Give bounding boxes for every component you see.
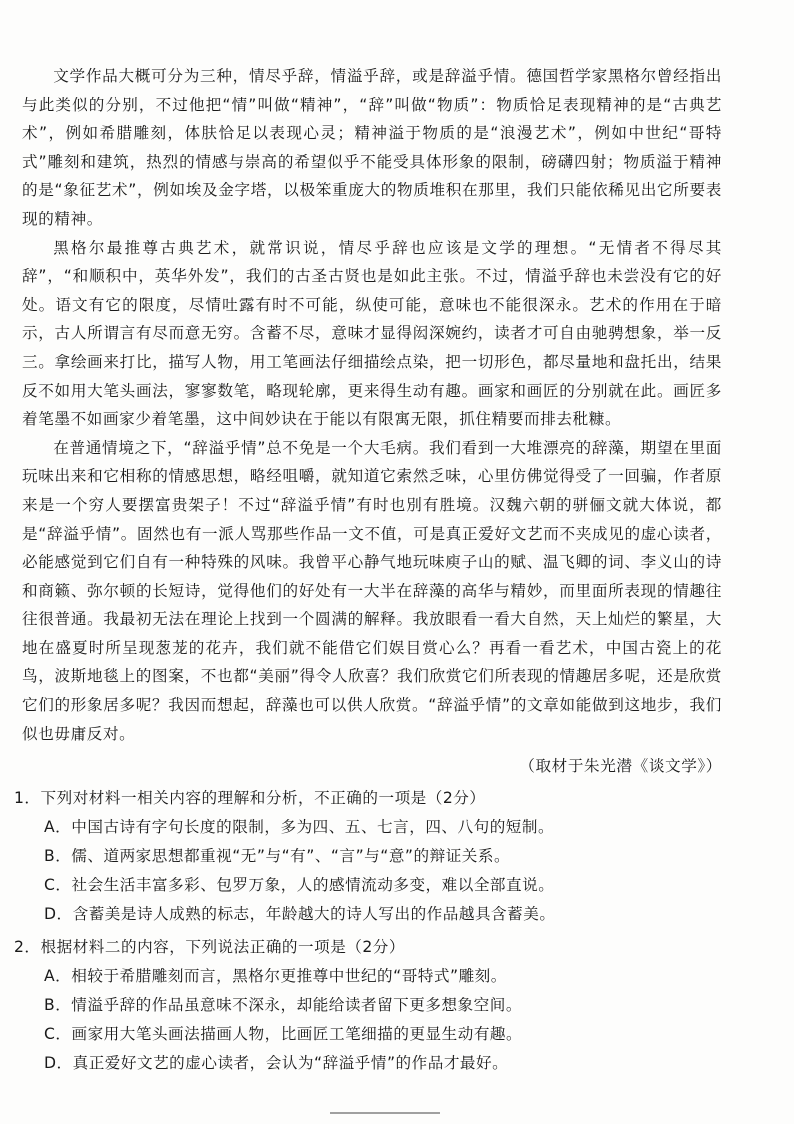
question-option: A．中国古诗有字句长度的限制，多为四、五、七言，四、八句的短制。 xyxy=(44,817,555,836)
passage-paragraph-2: 黑格尔最推尊古典艺术，就常识说，情尽乎辞也应该是文学的理想。“无情者不得尽其辞”，“和顺积中，英华外发”，我们的古圣古贤也是如此主张。不过，情溢乎辞也未尝没有它的好处。语文有它的限度，尽情吐露有时不可能，纵使可能，意味也不能很深永。艺术的作用在于暗示，古人所谓言有尽而意无穷。含蓄不尽，意味才显得闳深婉约，读者才可自由驰骋想象，举一反三。拿绘画来打比，描写人物，用工笔画法仔细描绘点染，把一切形色，都尽量地和盘托出，结果反不如用大笔头画法，寥寥数笔，略现轮廓，更来得生动有趣。画家和画匠的分别就在此。画匠多着笔墨不如画家少着笔墨，这中间妙诀在于能以有限寓无限，抓住精要而排去秕糠。 xyxy=(22,238,722,429)
exam-content xyxy=(14,62,722,1079)
question-option: B．情溢乎辞的作品虽意味不深永，却能给读者留下更多想象空间。 xyxy=(44,996,522,1015)
passage-paragraph-1: 文学作品大概可分为三种，情尽乎辞，情溢乎辞，或是辞溢乎情。德国哲学家黑格尔曾经指出与此类似的分别，不过他把“情”叫做“精神”，“辞”叫做“物质”：物质恰足表现精神的是“古典艺术”，例如希腊雕刻，体肤恰足以表现心灵；精神溢于物质的是“浪漫艺术”，例如中世纪“哥特式”雕刻和建筑，热烈的情感与崇高的希望似乎不能受具体形象的限制，磅礴四射；物质溢于精神的是“象征艺术”，例如埃及金字塔，以极笨重庞大的物质堆积在那里，我们只能依稀见出它所要表现的精神。 xyxy=(22,67,722,228)
question-1 xyxy=(14,784,722,929)
question-2 xyxy=(14,933,722,1078)
passage-source: （取材于朱光潜《谈文学》） xyxy=(519,757,722,776)
question-option: D．真正爱好文艺的虚心读者，会认为“辞溢乎情”的作品才最好。 xyxy=(44,1054,509,1073)
question-option: B．儒、道两家思想都重视“无”与“有”、“言”与“意”的辩证关系。 xyxy=(44,846,511,865)
question-option: C．社会生活丰富多彩、包罗万象，人的感情流动多变，难以全部直说。 xyxy=(44,876,555,895)
question-option: A．相较于希腊雕刻而言，黑格尔更推尊中世纪的“哥特式”雕刻。 xyxy=(44,966,507,985)
question-stem: 2．根据材料二的内容，下列说法正确的一项是（2分） xyxy=(14,938,405,957)
question-stem: 1．下列对材料一相关内容的理解和分析，不正确的一项是（2分） xyxy=(14,789,486,808)
question-option: C．画家用大笔头画法描画人物，比画匠工笔细描的更显生动有趣。 xyxy=(44,1025,523,1044)
page-footer-mark xyxy=(330,1112,440,1120)
passage-paragraph-3: 在普通情境之下，“辞溢乎情”总不免是一个大毛病。我们看到一大堆漂亮的辞藻，期望在里面玩味出来和它相称的情感思想，略经咀嚼，就知道它索然乏味，心里仿佛觉得受了一回骗，作者原来是一个穷人要摆富贵架子！不过“辞溢乎情”有时也別有胜境。汉魏六朝的骈俪文就大体说，都是“辞溢乎情”。固然也有一派人骂那些作品一文不值，可是真正爱好文艺而不夹成见的虚心读者，必能感觉到它们自有一种特殊的风味。我曾平心静气地玩味庾子山的赋、温飞卿的词、李义山的诗和商籁、弥尔顿的长短诗，觉得他们的好处有一大半在辞藻的高华与精妙，而里面所表现的情趣往往很普通。我最初无法在理论上找到一个圆满的解释。我放眼看一看大自然，天上灿烂的繁星，大地在盛夏时所呈现葱茏的花卉，我们就不能借它们娱目赏心么？再看一看艺术，中国古瓷上的花鸟，波斯地毯上的图案，不也都“美丽”得令人欣喜？我们欣赏它们所表现的情趣居多呢，还是欣赏它们的形象居多呢？我因而想起，辞藻也可以供人欣赏。“辞溢乎情”的文章如能做到这地步，我们似也毋庸反对。 xyxy=(22,438,722,743)
question-option: D．含蓄美是诗人成熟的标志，年龄越大的诗人写出的作品越具含蓄美。 xyxy=(44,905,556,924)
